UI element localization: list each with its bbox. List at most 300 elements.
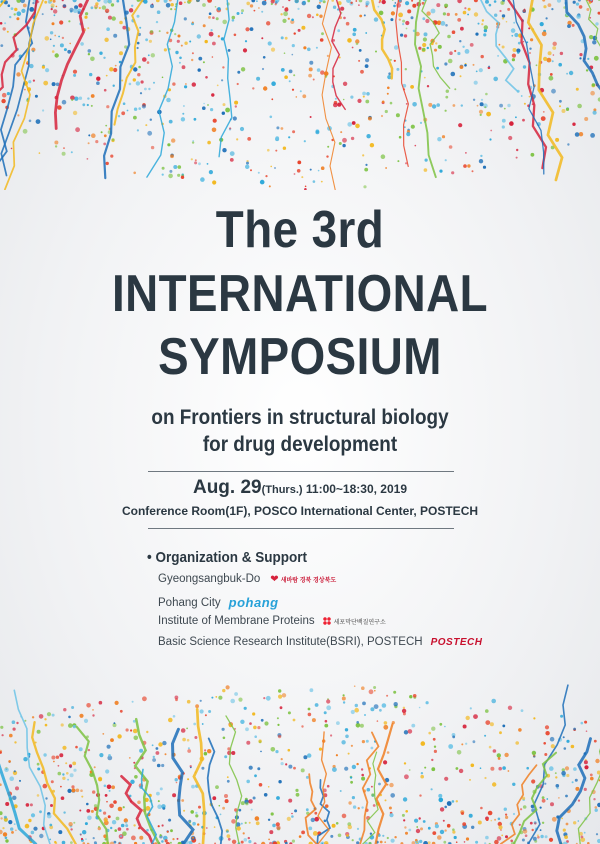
- particle-dot: [112, 138, 115, 141]
- particle-strand: [396, 0, 409, 166]
- particle-dot: [96, 77, 100, 81]
- divider-bottom: [148, 528, 454, 529]
- particle-dot: [550, 737, 555, 742]
- particle-dot: [107, 785, 112, 790]
- particle-dot: [296, 793, 300, 797]
- particle-dot: [116, 0, 119, 3]
- particle-dot: [264, 721, 268, 725]
- particle-dot: [595, 809, 598, 812]
- particle-dot: [484, 777, 486, 779]
- particle-dot: [357, 828, 359, 830]
- particle-dot: [324, 820, 327, 823]
- particle-dot: [422, 48, 426, 52]
- particle-dot: [94, 766, 96, 768]
- particle-dot: [353, 805, 356, 808]
- particle-dot: [560, 52, 563, 55]
- particle-dot: [118, 807, 123, 812]
- particle-dot: [281, 758, 283, 760]
- particle-dot: [313, 180, 316, 183]
- particle-dot: [104, 38, 108, 42]
- particle-dot: [551, 89, 556, 94]
- particle-dot: [268, 41, 272, 45]
- particle-dot: [120, 710, 123, 713]
- particle-dot: [167, 143, 170, 146]
- particle-dot: [359, 0, 363, 2]
- particle-dot: [302, 94, 306, 98]
- particle-dot: [142, 57, 147, 62]
- particle-dot: [223, 737, 226, 740]
- particle-dot: [457, 52, 460, 55]
- particle-dot: [33, 827, 37, 831]
- particle-dot: [101, 131, 103, 133]
- particle-dot: [428, 827, 431, 830]
- particle-dot: [49, 824, 52, 827]
- particle-dot: [176, 782, 178, 784]
- particle-dot: [367, 788, 371, 792]
- particle-dot: [150, 119, 152, 121]
- particle-dot: [571, 745, 575, 749]
- particle-dot: [148, 88, 150, 90]
- particle-dot: [365, 1, 369, 5]
- particle-dot: [389, 813, 393, 817]
- particle-dot: [584, 721, 587, 724]
- particle-dot: [299, 835, 302, 838]
- particle-dot: [523, 9, 526, 12]
- particle-dot: [181, 176, 184, 179]
- particle-dot: [200, 700, 202, 702]
- particle-dot: [573, 728, 576, 731]
- particle-dot: [184, 2, 186, 4]
- particle-dot: [464, 7, 466, 9]
- particle-dot: [156, 21, 158, 23]
- particle-dot: [361, 686, 365, 690]
- particle-dot: [87, 27, 89, 29]
- particle-dot: [292, 44, 295, 47]
- particle-dot: [545, 835, 548, 838]
- particle-dot: [444, 829, 446, 831]
- particle-dot: [481, 55, 484, 58]
- particle-dot: [443, 841, 446, 844]
- particle-dot: [192, 22, 194, 24]
- particle-dot: [207, 749, 211, 753]
- particle-dot: [555, 138, 559, 142]
- particle-dot: [309, 67, 313, 71]
- particle-dot: [234, 101, 238, 105]
- particle-dot: [7, 31, 9, 33]
- particle-dot: [467, 164, 470, 167]
- particle-dot: [324, 724, 328, 728]
- particle-dot: [168, 819, 171, 822]
- particle-dot: [435, 42, 437, 44]
- particle-dot: [9, 734, 13, 738]
- particle-dot: [575, 779, 578, 782]
- particle-dot: [161, 840, 164, 843]
- particle-dot: [4, 767, 9, 772]
- particle-dot: [256, 0, 258, 2]
- particle-dot: [160, 834, 162, 836]
- particle-dot: [383, 725, 388, 730]
- particle-dot: [438, 45, 442, 49]
- particle-dot: [426, 11, 430, 15]
- particle-dot: [192, 822, 196, 826]
- particle-dot: [383, 760, 387, 764]
- particle-dot: [557, 0, 561, 3]
- particle-dot: [102, 733, 104, 735]
- particle-dot: [419, 817, 421, 819]
- particle-strand: [501, 765, 537, 844]
- particle-dot: [461, 743, 463, 745]
- particle-dot: [111, 785, 115, 789]
- particle-dot: [342, 697, 346, 701]
- particle-dot: [212, 42, 216, 46]
- particle-dot: [587, 58, 589, 60]
- particle-dot: [284, 75, 288, 79]
- particle-dot: [107, 745, 111, 749]
- particle-dot: [67, 789, 71, 793]
- particle-dot: [142, 104, 146, 108]
- particle-dot: [352, 121, 356, 125]
- particle-dot: [502, 125, 505, 128]
- particle-dot: [471, 764, 475, 768]
- particle-dot: [494, 819, 496, 821]
- pohang-logo: pohang: [228, 595, 279, 610]
- particle-dot: [523, 65, 526, 68]
- particle-dot: [325, 720, 328, 723]
- particle-dot: [303, 46, 306, 49]
- particle-dot: [229, 128, 231, 130]
- particle-dot: [348, 753, 350, 755]
- particle-dot: [172, 838, 174, 840]
- particle-dot: [29, 120, 32, 123]
- particle-dot: [285, 763, 287, 765]
- particle-dot: [193, 723, 196, 726]
- particle-dot: [246, 780, 250, 784]
- particle-dot: [421, 772, 423, 774]
- particle-dot: [403, 819, 405, 821]
- particle-dot: [211, 697, 213, 699]
- particle-dot: [315, 130, 319, 134]
- particle-dot: [62, 100, 67, 105]
- particle-dot: [139, 836, 143, 840]
- particle-dot: [593, 798, 595, 800]
- particle-dot: [485, 93, 488, 96]
- particle-dot: [291, 815, 294, 818]
- particle-dot: [424, 32, 428, 36]
- particle-dot: [181, 45, 183, 47]
- particle-dot: [195, 704, 199, 708]
- particle-dot: [4, 816, 7, 819]
- particle-dot: [192, 52, 194, 54]
- particle-dot: [327, 55, 329, 57]
- particle-dot: [127, 110, 129, 112]
- particle-dot: [73, 8, 78, 13]
- particle-dot: [292, 89, 294, 91]
- particle-dot: [244, 838, 248, 842]
- particle-dot: [584, 765, 588, 769]
- particle-dot: [572, 781, 574, 783]
- bottom-particle-decoration: [0, 684, 600, 844]
- particle-dot: [133, 116, 137, 120]
- particle-strand: [115, 0, 143, 125]
- particle-dot: [234, 692, 238, 696]
- particle-dot: [0, 726, 3, 729]
- particle-dot: [466, 837, 469, 840]
- particle-dot: [348, 825, 352, 829]
- particle-dot: [409, 769, 411, 771]
- particle-dot: [197, 823, 199, 825]
- particle-dot: [512, 54, 516, 58]
- particle-dot: [29, 64, 33, 68]
- particle-dot: [99, 701, 103, 705]
- particle-dot: [563, 736, 565, 738]
- particle-dot: [31, 813, 35, 817]
- particle-dot: [281, 68, 285, 72]
- particle-dot: [494, 0, 497, 3]
- particle-dot: [285, 7, 288, 10]
- particle-dot: [59, 753, 63, 757]
- particle-dot: [282, 693, 286, 697]
- particle-dot: [548, 3, 552, 7]
- particle-dot: [181, 117, 185, 121]
- particle-dot: [181, 799, 184, 802]
- particle-dot: [304, 188, 307, 190]
- particle-dot: [572, 24, 575, 27]
- particle-dot: [434, 750, 437, 753]
- particle-dot: [424, 77, 426, 79]
- particle-dot: [2, 27, 5, 30]
- particle-dot: [465, 49, 470, 54]
- particle-dot: [409, 695, 412, 698]
- particle-dot: [578, 0, 581, 2]
- particle-dot: [288, 711, 291, 714]
- particle-dot: [63, 708, 66, 711]
- particle-dot: [73, 70, 77, 74]
- particle-dot: [91, 810, 94, 813]
- particle-dot: [156, 792, 160, 796]
- particle-dot: [171, 3, 174, 6]
- particle-dot: [480, 767, 482, 769]
- particle-dot: [243, 832, 245, 834]
- particle-dot: [15, 786, 19, 790]
- particle-dot: [232, 16, 236, 20]
- particle-dot: [399, 136, 402, 139]
- particle-dot: [396, 113, 400, 117]
- particle-dot: [43, 753, 46, 756]
- particle-dot: [71, 151, 73, 153]
- particle-dot: [419, 840, 422, 843]
- particle-dot: [147, 61, 150, 64]
- particle-dot: [211, 93, 214, 96]
- particle-dot: [317, 5, 321, 9]
- particle-dot: [121, 80, 123, 82]
- particle-dot: [347, 38, 352, 43]
- particle-dot: [551, 8, 553, 10]
- particle-dot: [361, 768, 363, 770]
- particle-dot: [80, 789, 83, 792]
- particle-dot: [45, 68, 49, 72]
- particle-dot: [91, 94, 95, 98]
- particle-dot: [172, 82, 175, 85]
- particle-dot: [213, 119, 217, 123]
- particle-dot: [255, 816, 260, 821]
- particle-dot: [445, 110, 447, 112]
- particle-dot: [437, 137, 441, 141]
- particle-dot: [350, 777, 352, 779]
- particle-dot: [283, 11, 288, 16]
- particle-dot: [51, 780, 54, 783]
- particle-dot: [359, 49, 362, 52]
- particle-dot: [145, 38, 148, 41]
- particle-dot: [476, 71, 478, 73]
- particle-dot: [133, 729, 138, 734]
- particle-dot: [36, 119, 41, 124]
- particle-dot: [436, 3, 440, 7]
- particle-dot: [459, 769, 463, 773]
- particle-dot: [121, 111, 125, 115]
- particle-dot: [465, 152, 467, 154]
- particle-dot: [254, 774, 257, 777]
- particle-dot: [402, 814, 405, 817]
- particle-dot: [504, 108, 506, 110]
- particle-dot: [390, 102, 393, 105]
- particle-dot: [167, 831, 169, 833]
- particle-dot: [354, 708, 359, 713]
- particle-dot: [184, 85, 187, 88]
- particle-dot: [105, 769, 109, 773]
- particle-dot: [187, 700, 191, 704]
- particle-dot: [0, 44, 3, 47]
- org-name: Institute of Membrane Proteins: [158, 615, 315, 627]
- particle-dot: [457, 0, 462, 3]
- particle-dot: [177, 838, 179, 840]
- particle-dot: [355, 704, 358, 707]
- particle-dot: [289, 80, 291, 82]
- particle-dot: [474, 81, 478, 85]
- particle-dot: [182, 173, 184, 175]
- particle-dot: [342, 144, 345, 147]
- particle-dot: [447, 13, 450, 16]
- particle-dot: [533, 755, 535, 757]
- particle-dot: [88, 142, 90, 144]
- particle-dot: [151, 53, 155, 57]
- particle-dot: [485, 720, 490, 725]
- particle-dot: [73, 769, 76, 772]
- particle-dot: [271, 98, 273, 100]
- particle-dot: [379, 1, 381, 3]
- particle-dot: [515, 116, 517, 118]
- particle-dot: [169, 0, 172, 2]
- particle-dot: [12, 796, 16, 800]
- particle-dot: [47, 814, 52, 819]
- particle-dot: [183, 105, 185, 107]
- particle-dot: [1, 734, 3, 736]
- particle-dot: [385, 799, 387, 801]
- particle-dot: [566, 823, 569, 826]
- particle-dot: [230, 158, 234, 162]
- particle-dot: [502, 14, 505, 17]
- particle-dot: [361, 777, 365, 781]
- particle-dot: [278, 735, 281, 738]
- particle-dot: [195, 812, 197, 814]
- particle-dot: [195, 159, 197, 161]
- particle-dot: [222, 689, 225, 692]
- particle-dot: [162, 167, 165, 170]
- particle-dot: [308, 713, 312, 717]
- particle-dot: [106, 801, 108, 803]
- particle-dot: [482, 19, 484, 21]
- particle-dot: [207, 104, 209, 106]
- particle-dot: [156, 747, 159, 750]
- particle-dot: [104, 785, 107, 788]
- particle-dot: [103, 0, 108, 4]
- particle-dot: [413, 694, 417, 698]
- particle-dot: [25, 824, 30, 829]
- particle-dot: [433, 738, 436, 741]
- particle-dot: [237, 83, 239, 85]
- particle-dot: [542, 799, 546, 803]
- particle-dot: [156, 0, 160, 2]
- particle-dot: [347, 122, 352, 127]
- particle-dot: [133, 67, 137, 71]
- particle-dot: [113, 800, 117, 804]
- particle-dot: [113, 34, 117, 38]
- particle-dot: [202, 3, 206, 7]
- particle-dot: [407, 9, 411, 13]
- particle-dot: [505, 814, 507, 816]
- particle-dot: [317, 68, 321, 72]
- particle-dot: [360, 724, 364, 728]
- particle-dot: [410, 85, 414, 89]
- particle-dot: [168, 718, 173, 723]
- subtitle-line-2: for drug development: [202, 433, 398, 456]
- particle-dot: [492, 782, 496, 786]
- particle-dot: [28, 80, 31, 83]
- particle-dot: [462, 46, 464, 48]
- particle-dot: [14, 13, 16, 15]
- particle-dot: [175, 778, 178, 781]
- particle-dot: [440, 830, 444, 834]
- particle-dot: [344, 767, 348, 771]
- particle-dot: [79, 747, 83, 751]
- particle-dot: [517, 52, 519, 54]
- particle-dot: [261, 37, 263, 39]
- particle-dot: [278, 695, 282, 699]
- particle-dot: [566, 73, 568, 75]
- particle-dot: [352, 33, 356, 37]
- particle-dot: [171, 138, 175, 142]
- particle-dot: [502, 46, 505, 49]
- particle-dot: [232, 840, 236, 844]
- particle-dot: [556, 784, 560, 788]
- particle-dot: [592, 40, 596, 44]
- particle-dot: [175, 51, 178, 54]
- particle-dot: [50, 39, 52, 41]
- particle-dot: [88, 53, 90, 55]
- particle-dot: [85, 822, 88, 825]
- particle-dot: [456, 767, 459, 770]
- particle-dot: [514, 33, 518, 37]
- particle-dot: [263, 56, 266, 59]
- particle-dot: [494, 14, 497, 17]
- particle-dot: [332, 767, 337, 772]
- particle-dot: [457, 18, 461, 22]
- particle-dot: [484, 735, 486, 737]
- particle-dot: [227, 780, 230, 783]
- particle-dot: [63, 4, 66, 7]
- particle-dot: [126, 728, 129, 731]
- particle-dot: [296, 96, 298, 98]
- particle-dot: [278, 689, 281, 692]
